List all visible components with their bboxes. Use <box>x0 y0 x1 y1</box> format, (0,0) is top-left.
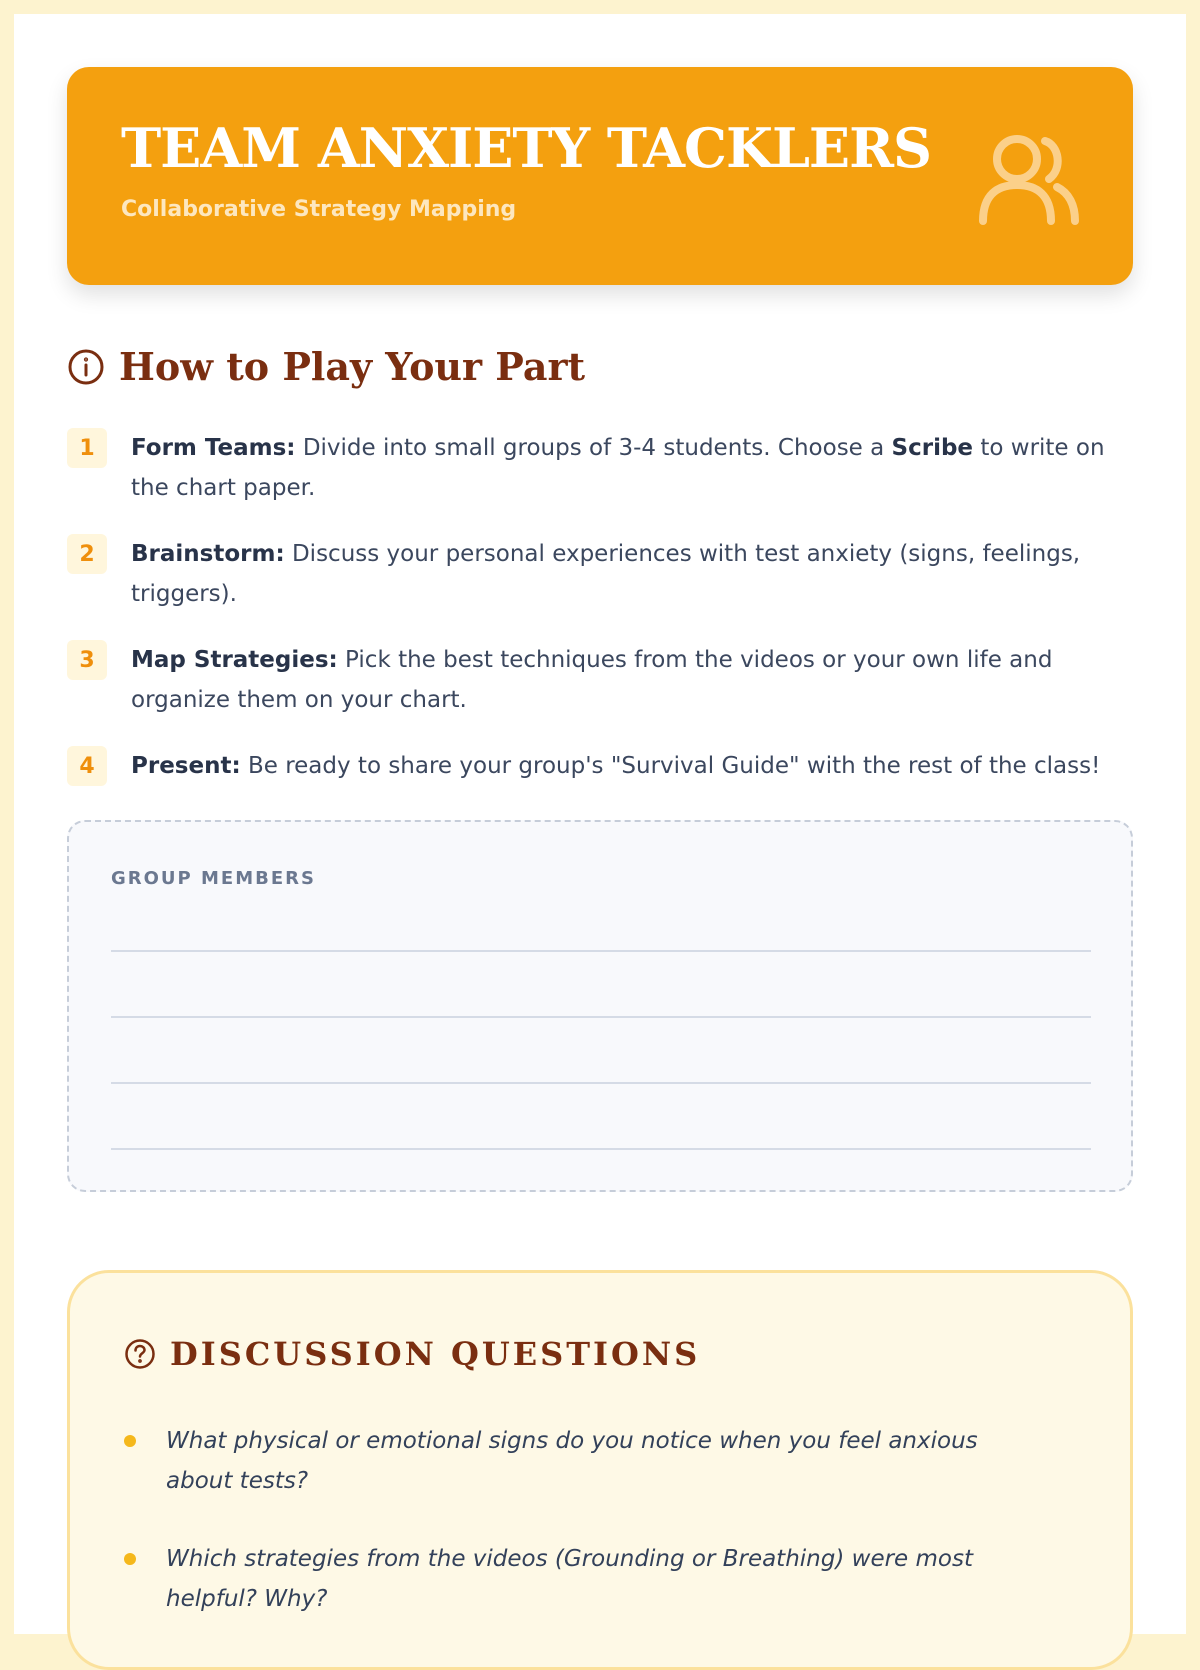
question-item <box>124 1421 1024 1501</box>
member-name-line[interactable] <box>111 1148 1091 1150</box>
step-number: 4 <box>67 746 107 786</box>
discussion-title: DISCUSSION QUESTIONS <box>170 1335 701 1373</box>
step-item <box>67 746 1133 786</box>
header-banner <box>67 67 1133 285</box>
group-members-box <box>67 820 1133 1192</box>
question-item <box>124 1539 1024 1619</box>
question-text: What physical or emotional signs do you notice when you feel anxious about tests? <box>166 1428 978 1494</box>
member-name-line[interactable] <box>111 1016 1091 1018</box>
discussion-heading <box>124 1335 700 1373</box>
question-circle-icon <box>124 1338 156 1370</box>
step-number: 3 <box>67 640 107 680</box>
question-text: Which strategies from the videos (Grounding or Breathing) were most helpful? Why? <box>166 1546 973 1612</box>
step-item <box>67 640 1133 720</box>
bullet-dot <box>124 1435 136 1447</box>
step-number: 2 <box>67 534 107 574</box>
users-icon <box>977 129 1081 225</box>
questions-list <box>124 1421 1024 1657</box>
step-text: Form Teams: Divide into small groups of 3-4 students. Choose a Scribe to write on the chart paper. <box>131 435 1105 501</box>
step-text: Present: Be ready to share your group's "Survival Guide" with the rest of the class! <box>131 753 1101 779</box>
discussion-questions-box <box>67 1270 1133 1670</box>
group-members-label: GROUP MEMBERS <box>111 868 316 889</box>
step-item <box>67 428 1133 508</box>
how-to-heading <box>67 344 585 389</box>
step-number: 1 <box>67 428 107 468</box>
step-text: Brainstorm: Discuss your personal experiences with test anxiety (signs, feelings, triggers). <box>131 541 1081 607</box>
member-name-line[interactable] <box>111 950 1091 952</box>
member-name-line[interactable] <box>111 1082 1091 1084</box>
bullet-dot <box>124 1553 136 1565</box>
steps-list <box>67 428 1133 812</box>
info-icon <box>67 348 105 386</box>
page-subtitle: Collaborative Strategy Mapping <box>121 197 517 222</box>
step-text: Map Strategies: Pick the best techniques from the videos or your own life and organize them on your chart. <box>131 647 1053 713</box>
how-to-title: How to Play Your Part <box>119 344 586 389</box>
worksheet-page <box>14 14 1186 1634</box>
page-title: TEAM ANXIETY TACKLERS <box>121 116 931 180</box>
step-item <box>67 534 1133 614</box>
